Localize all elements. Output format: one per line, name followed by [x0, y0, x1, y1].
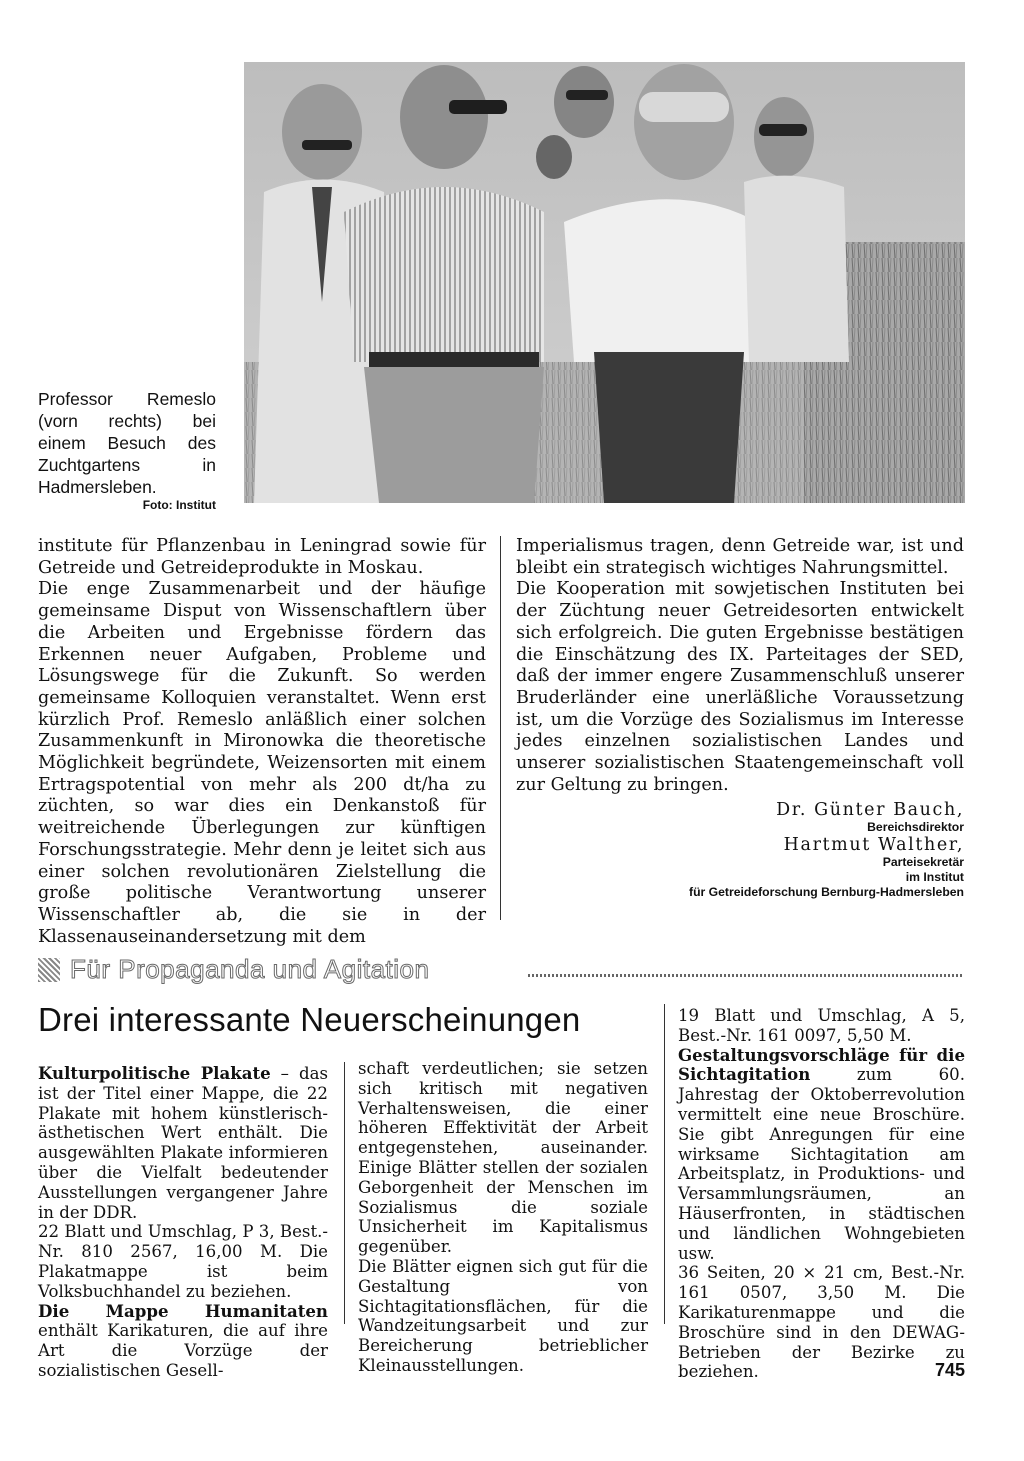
- section-rubric: [38, 952, 964, 986]
- rubric-rule: [528, 974, 964, 977]
- paragraph-text: enthält Karikaturen, die auf ihre Art die Vorzüge der sozialistischen Gesell-: [38, 1321, 328, 1380]
- article-paragraph: Imperialismus tragen, denn Getreide war, ist und bleibt ein strategisch wichtiges Nahrungsmittel.: [516, 536, 964, 578]
- paragraph-text: – das ist der Titel einer Mappe, die 22 Plakate mit hohem künstlerisch-ästhetischen Wert enthält. Die ausgewählten Plakate informieren über die Vielfalt bedeutender Ausstellungen vergangener Jahre in der DDR.: [38, 1064, 328, 1222]
- article-column-1: [38, 536, 486, 948]
- bold-lead: Gestaltungsvorschläge für die Sichtagitation: [678, 1044, 965, 1085]
- bottom-paragraph: 19 Blatt und Umschlag, A 5, Best.-Nr. 161 0097, 5,50 M.: [678, 1006, 965, 1045]
- section-headline: Drei interessante Neuerscheinungen: [38, 1001, 581, 1038]
- article-paragraph: Die Kooperation mit sowjetischen Instituten bei der Züchtung neuer Getreidesorten entwickelt sich erfolgreich. Die guten Ergebnisse bestätigen die Einschätzung des IX. Parteitages der SED, daß der immer engere Zusammenschluß unserer Bruderländer eine unerläßliche Voraussetzung ist, um die Vorzüge des Sozialismus im Interesse jedes einzelnen sozialistischen Landes und unserer sozialistischen Staatengemeinschaft voll zur Geltung zu bringen.: [516, 579, 964, 795]
- bold-lead: Kulturpolitische Plakate: [38, 1063, 271, 1083]
- bold-lead: Die Mappe Humanitaten: [38, 1300, 328, 1321]
- author-role-1: Bereichsdirektor: [867, 820, 964, 835]
- column-divider: [664, 1004, 665, 1324]
- bottom-paragraph: [38, 1302, 328, 1381]
- group-photo: [244, 62, 965, 503]
- column-divider: [344, 1062, 345, 1324]
- article-paragraph: institute für Pflanzenbau in Leningrad sowie für Getreide und Getreideprodukte in Moskau.: [38, 536, 486, 578]
- bottom-paragraph: Die Blätter eignen sich gut für die Gestaltung von Sichtagitationsflächen, für die Wandzeitungsarbeit und zur Bereicherung betrieblicher Kleinausstellungen.: [358, 1256, 648, 1375]
- rubric-mark-icon: [38, 958, 60, 982]
- group-photo-icon: [244, 62, 965, 503]
- photo-credit: Foto: Institut: [142, 498, 216, 512]
- author-role-2b: im Institut: [905, 870, 964, 885]
- column-divider: [500, 536, 501, 920]
- author-name-1: Dr. Günter Bauch,: [776, 800, 964, 821]
- bottom-column-3: [678, 1006, 965, 1382]
- bottom-paragraph: 22 Blatt und Umschlag, P 3, Best.-Nr. 810 2567, 16,00 M. Die Plakatmappe ist beim Volksbuchhandel zu beziehen.: [38, 1222, 328, 1301]
- signature-block: [516, 800, 964, 900]
- bottom-column-2: [358, 1059, 648, 1376]
- author-role-2a: Parteisekretär: [882, 855, 964, 870]
- author-role-2c: für Getreideforschung Bernburg-Hadmersleben: [689, 885, 964, 900]
- photo-caption: [38, 388, 216, 512]
- bottom-column-1: [38, 1064, 328, 1381]
- page-number: 745: [934, 1360, 965, 1380]
- bottom-paragraph: 36 Seiten, 20 × 21 cm, Best.-Nr. 161 0507, 3,50 M. Die Karikaturenmappe und die Broschüre sind in den DEWAG-Betrieben der Bezirke zu beziehen.: [678, 1263, 965, 1382]
- article-column-2: [516, 536, 964, 900]
- article-paragraph: Die enge Zusammenarbeit und der häufige gemeinsame Disput von Wissenschaftlern über die Arbeiten und Ergebnisse fördern das Erkennen neuer Aufgaben, Probleme und Lösungswege für die Zukunft. So werden gemeinsame Kolloquien veranstaltet. Wenn erst kürzlich Prof. Remeslo anläßlich einer solchen Zusammenkunft in Mironowka die theoretische Möglichkeit begründete, Weizensorten mit einem Ertragspotential von mehr als 200 dt/ha zu züchten, so war dies ein Denkanstoß für weitreichende Überlegungen zur künftigen Forschungsstrategie. Mehr denn je leitet sich aus einer solchen revolutionären Zielstellung die große politische Verantwortung unserer Wissenschaftler ab, die sie in der Klassenauseinandersetzung mit dem: [38, 579, 486, 947]
- author-name-2: Hartmut Walther,: [783, 835, 964, 856]
- bottom-paragraph: [38, 1064, 328, 1222]
- rubric-title: Für Propaganda und Agitation: [70, 954, 430, 984]
- bottom-paragraph: schaft verdeutlichen; sie setzen sich kritisch mit negativen Verhaltensweisen, die einer höheren Effektivität der Arbeit entgegenstehen, auseinander. Einige Blätter stellen der sozialen Geborgenheit der Menschen im Sozialismus die soziale Unsicherheit im Kapitalismus gegenüber.: [358, 1059, 648, 1257]
- caption-text: Professor Remeslo (vorn rechts) bei einem Besuch des Zuchtgartens in Hadmersleben.: [38, 389, 216, 497]
- paragraph-text: zum 60. Jahrestag der Oktoberrevolution vermittelt eine neue Broschüre. Sie gibt Anregungen für eine wirksame Sichtagitation am Arbeitsplatz, in Produktions- und Versammlungsräumen, an Häuserfronten, in städtischen und ländlichen Wohngebieten usw.: [678, 1065, 965, 1263]
- bottom-paragraph: [678, 1046, 965, 1264]
